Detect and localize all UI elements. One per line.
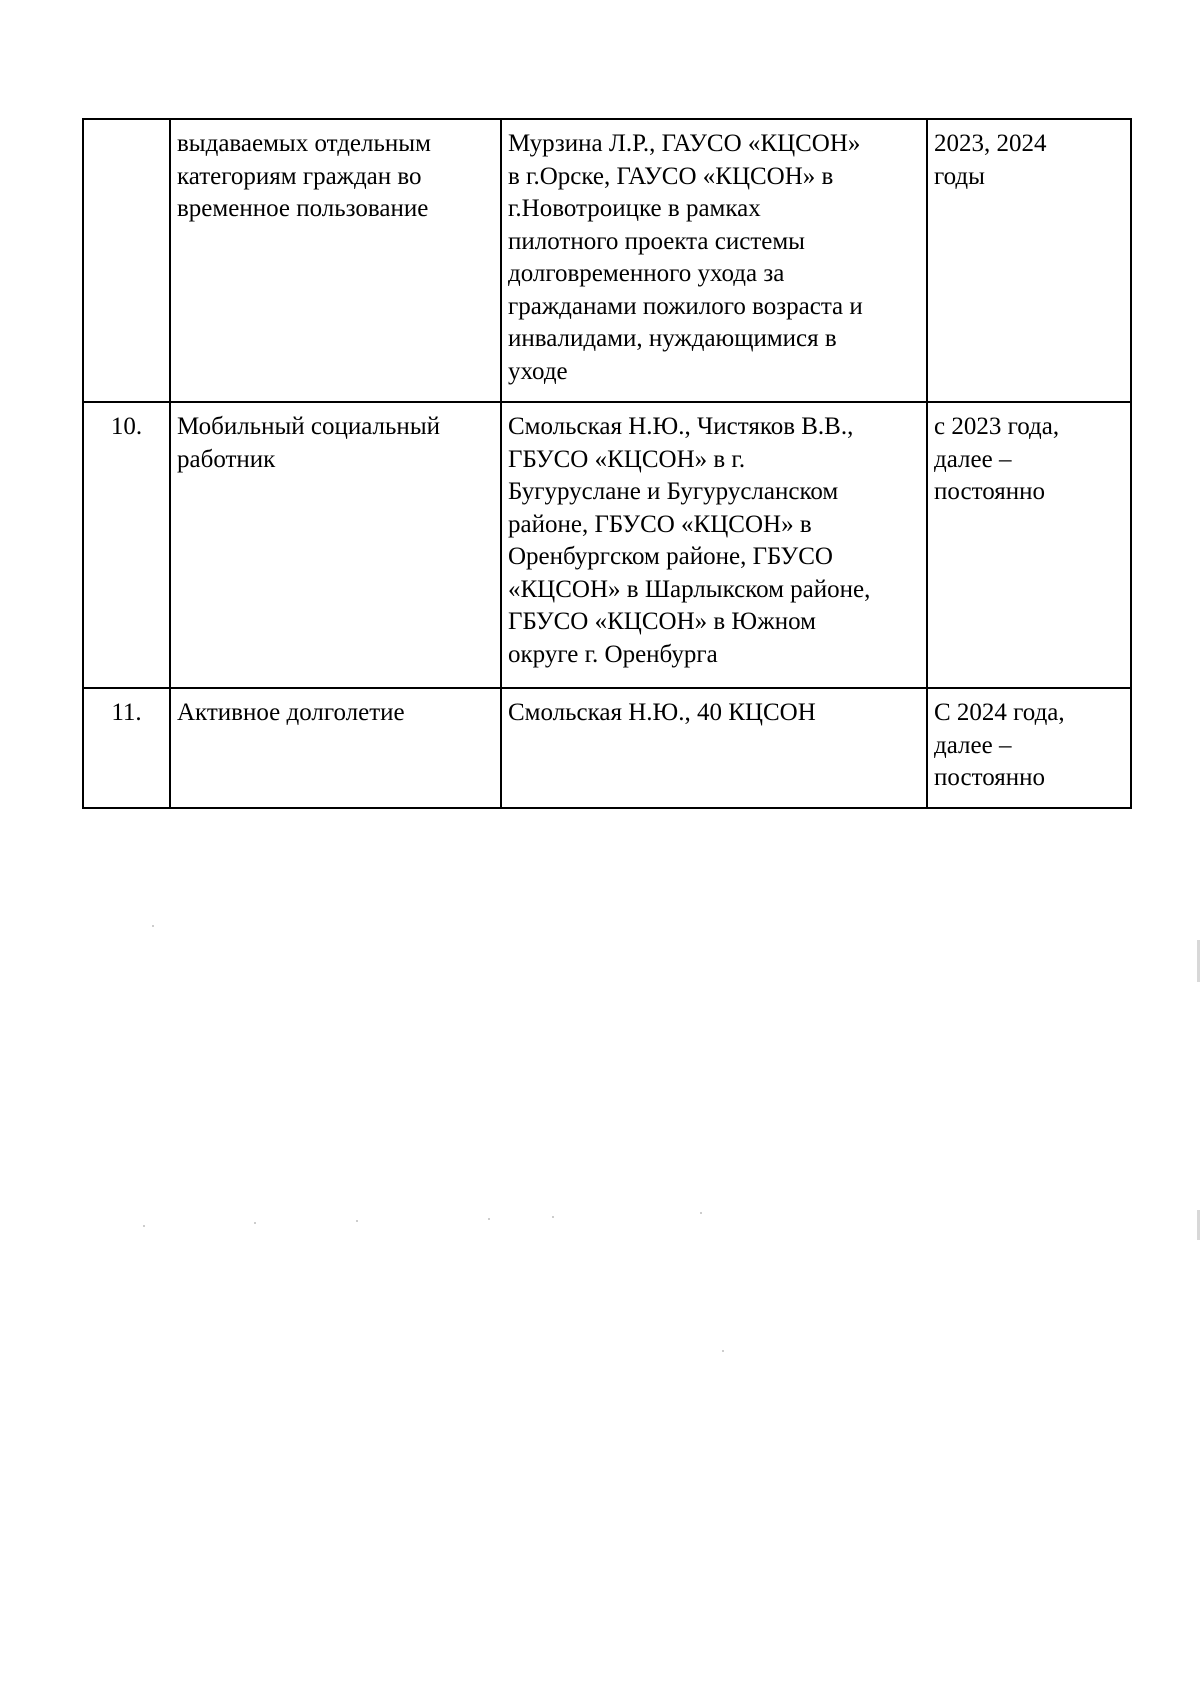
term-cell: С 2024 года, далее – постоянно xyxy=(927,688,1131,808)
table-row xyxy=(83,688,1131,808)
scan-speck xyxy=(722,1350,724,1352)
row-number-cell: 11. xyxy=(83,688,170,808)
term-cell: с 2023 года, далее – постоянно xyxy=(927,402,1131,688)
measure-name-cell: Мобильный социальный работник xyxy=(170,402,501,688)
scan-speck xyxy=(152,925,154,927)
scan-speck xyxy=(254,1222,256,1224)
scan-speck xyxy=(143,1225,145,1227)
row-number-cell: 10. xyxy=(83,402,170,688)
row-number-cell xyxy=(83,119,170,402)
table-row xyxy=(83,402,1131,688)
measures-table xyxy=(82,118,1132,809)
executor-cell: Смольская Н.Ю., Чистяков В.В., ГБУСО «КЦСОН» в г. Бугуруслане и Бугурусланском районе, ГБУСО «КЦСОН» в Оренбургском районе, ГБУСО «КЦСОН» в Шарлыкском районе, ГБУСО «КЦСОН» в Южном округе г. Оренбурга xyxy=(501,402,927,688)
executor-cell: Мурзина Л.Р., ГАУСО «КЦСОН» в г.Орске, ГАУСО «КЦСОН» в г.Новотроицке в рамках пилотного проекта системы долговременного ухода за гражданами пожилого возраста и инвалидами, нуждающимися в уходе xyxy=(501,119,927,402)
executor-cell: Смольская Н.Ю., 40 КЦСОН xyxy=(501,688,927,808)
scan-speck xyxy=(356,1220,358,1222)
term-cell: 2023, 2024 годы xyxy=(927,119,1131,402)
measure-name-cell: выдаваемых отдельным категориям граждан во временное пользование xyxy=(170,119,501,402)
scan-speck xyxy=(488,1218,490,1220)
table-row xyxy=(83,119,1131,402)
scan-speck xyxy=(552,1216,554,1218)
scan-speck xyxy=(700,1212,702,1214)
measure-name-cell: Активное долголетие xyxy=(170,688,501,808)
